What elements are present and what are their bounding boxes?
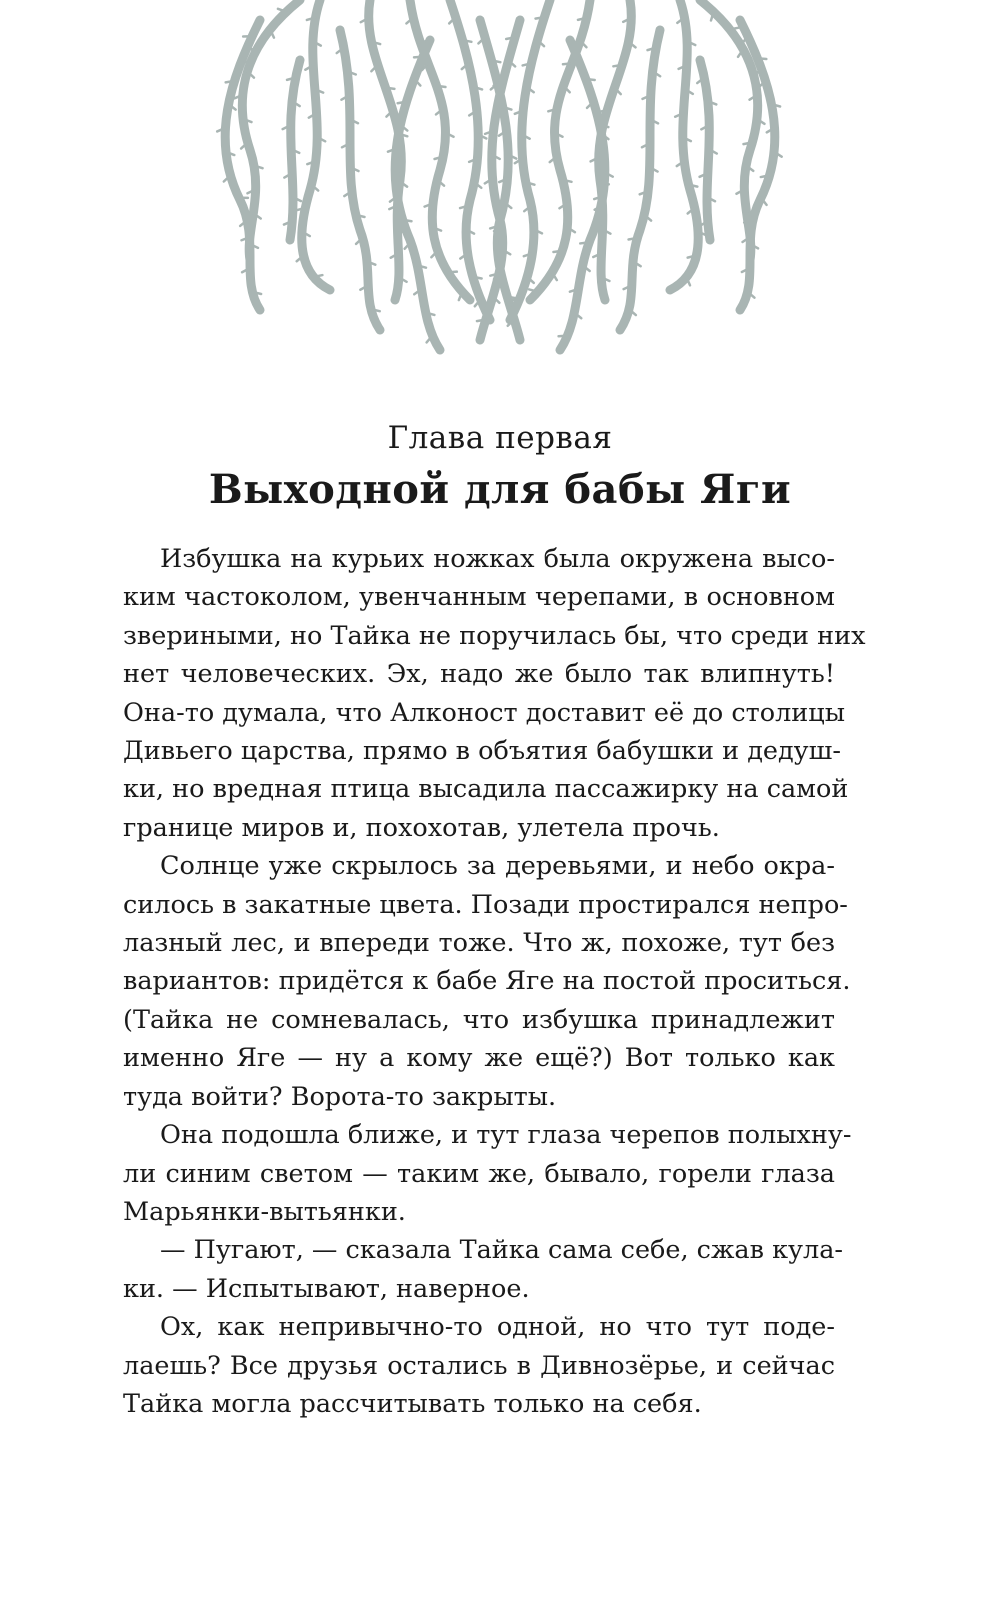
thorny-branches-ornament: [0, 0, 1000, 380]
thorn: [463, 40, 472, 42]
text-line: Ох, как непривычно-то одной, но что тут поде-: [160, 1312, 835, 1343]
chapter-body: [123, 540, 866, 1423]
thorn: [753, 71, 762, 73]
thorn: [761, 175, 770, 177]
text-line: туда войти? Ворота-то закрыты.: [123, 1081, 557, 1112]
chapter-title: Выходной для бабы Яги: [208, 466, 792, 513]
thorn: [744, 142, 753, 144]
thorn: [730, 28, 739, 30]
text-line: границе миров и, похохотав, улетела прочь.: [123, 812, 720, 843]
thorn: [613, 65, 622, 66]
thorn: [437, 86, 446, 87]
thorn: [510, 299, 519, 300]
thorn: [473, 277, 482, 279]
thorn: [420, 41, 429, 42]
text-line: именно Яге — ну а кому же ещё?) Вот только как: [123, 1043, 835, 1074]
thorn: [398, 102, 407, 104]
thorn: [414, 57, 423, 58]
thorn: [536, 17, 545, 18]
thorn: [580, 242, 589, 243]
thorn: [385, 88, 394, 89]
paragraph: [123, 1308, 835, 1423]
thorn: [492, 60, 501, 62]
text-line: ли синим светом — таким же, бывало, горели глаза: [123, 1158, 835, 1189]
text-line: звериными, но Тайка не поручилась бы, что среди них: [123, 620, 866, 651]
text-line: ки, но вредная птица высадила пассажирку на самой: [123, 774, 849, 805]
text-line: вариантов: придётся к бабе Яге на постой проситься.: [123, 966, 851, 997]
text-line: Она подошла ближе, и тут глаза черепов полыхну-: [160, 1120, 852, 1151]
thorn: [553, 251, 562, 252]
paragraph: [123, 1231, 844, 1308]
text-line: Избушка на курьих ножках была окружена высо-: [160, 544, 835, 574]
thorn: [506, 37, 515, 39]
thorn: [629, 238, 638, 240]
text-line: — Пугают, — сказала Тайка сама себе, сжав кула-: [160, 1235, 844, 1266]
text-line: лаешь? Все друзья остались в Дивнозёрье, и сейчас: [123, 1350, 835, 1381]
text-line: силось в закатные цвета. Позади простирался непро-: [123, 889, 848, 920]
thorn: [757, 58, 766, 59]
text-line: ки. — Испытывают, наверное.: [123, 1273, 530, 1304]
thorn: [559, 336, 568, 337]
text-line: Марьянки-вытьянки.: [123, 1196, 406, 1227]
text-line: Солнце уже скрылось за деревьями, и небо окра-: [160, 851, 835, 882]
thorn: [226, 81, 235, 83]
text-line: Дивьего царства, прямо в объятия бабушки и дедуш-: [123, 736, 842, 767]
text-line: лазный лес, и впереди тоже. Что ж, похоже, тут без: [123, 928, 835, 959]
paragraph: [123, 1116, 852, 1231]
thorn: [403, 220, 412, 222]
text-line: (Тайка не сомневалась, что избушка принадлежит: [123, 1004, 835, 1035]
paragraph: [123, 847, 851, 1116]
text-line: Тайка могла рассчитывать только на себя.: [123, 1388, 702, 1419]
paragraph: [123, 540, 866, 847]
thorn: [586, 79, 595, 80]
text-line: Она-то думала, что Алконост доставит её до столицы: [123, 697, 845, 728]
thorn: [448, 272, 457, 273]
text-line: ким частоколом, увенчанным черепами, в основном: [123, 582, 835, 613]
thorn: [477, 320, 486, 322]
chapter-label: Глава первая: [387, 420, 613, 456]
text-line: нет человеческих. Эх, надо же было так влипнуть!: [123, 659, 835, 690]
thorn: [598, 110, 607, 112]
thorn: [507, 297, 516, 299]
